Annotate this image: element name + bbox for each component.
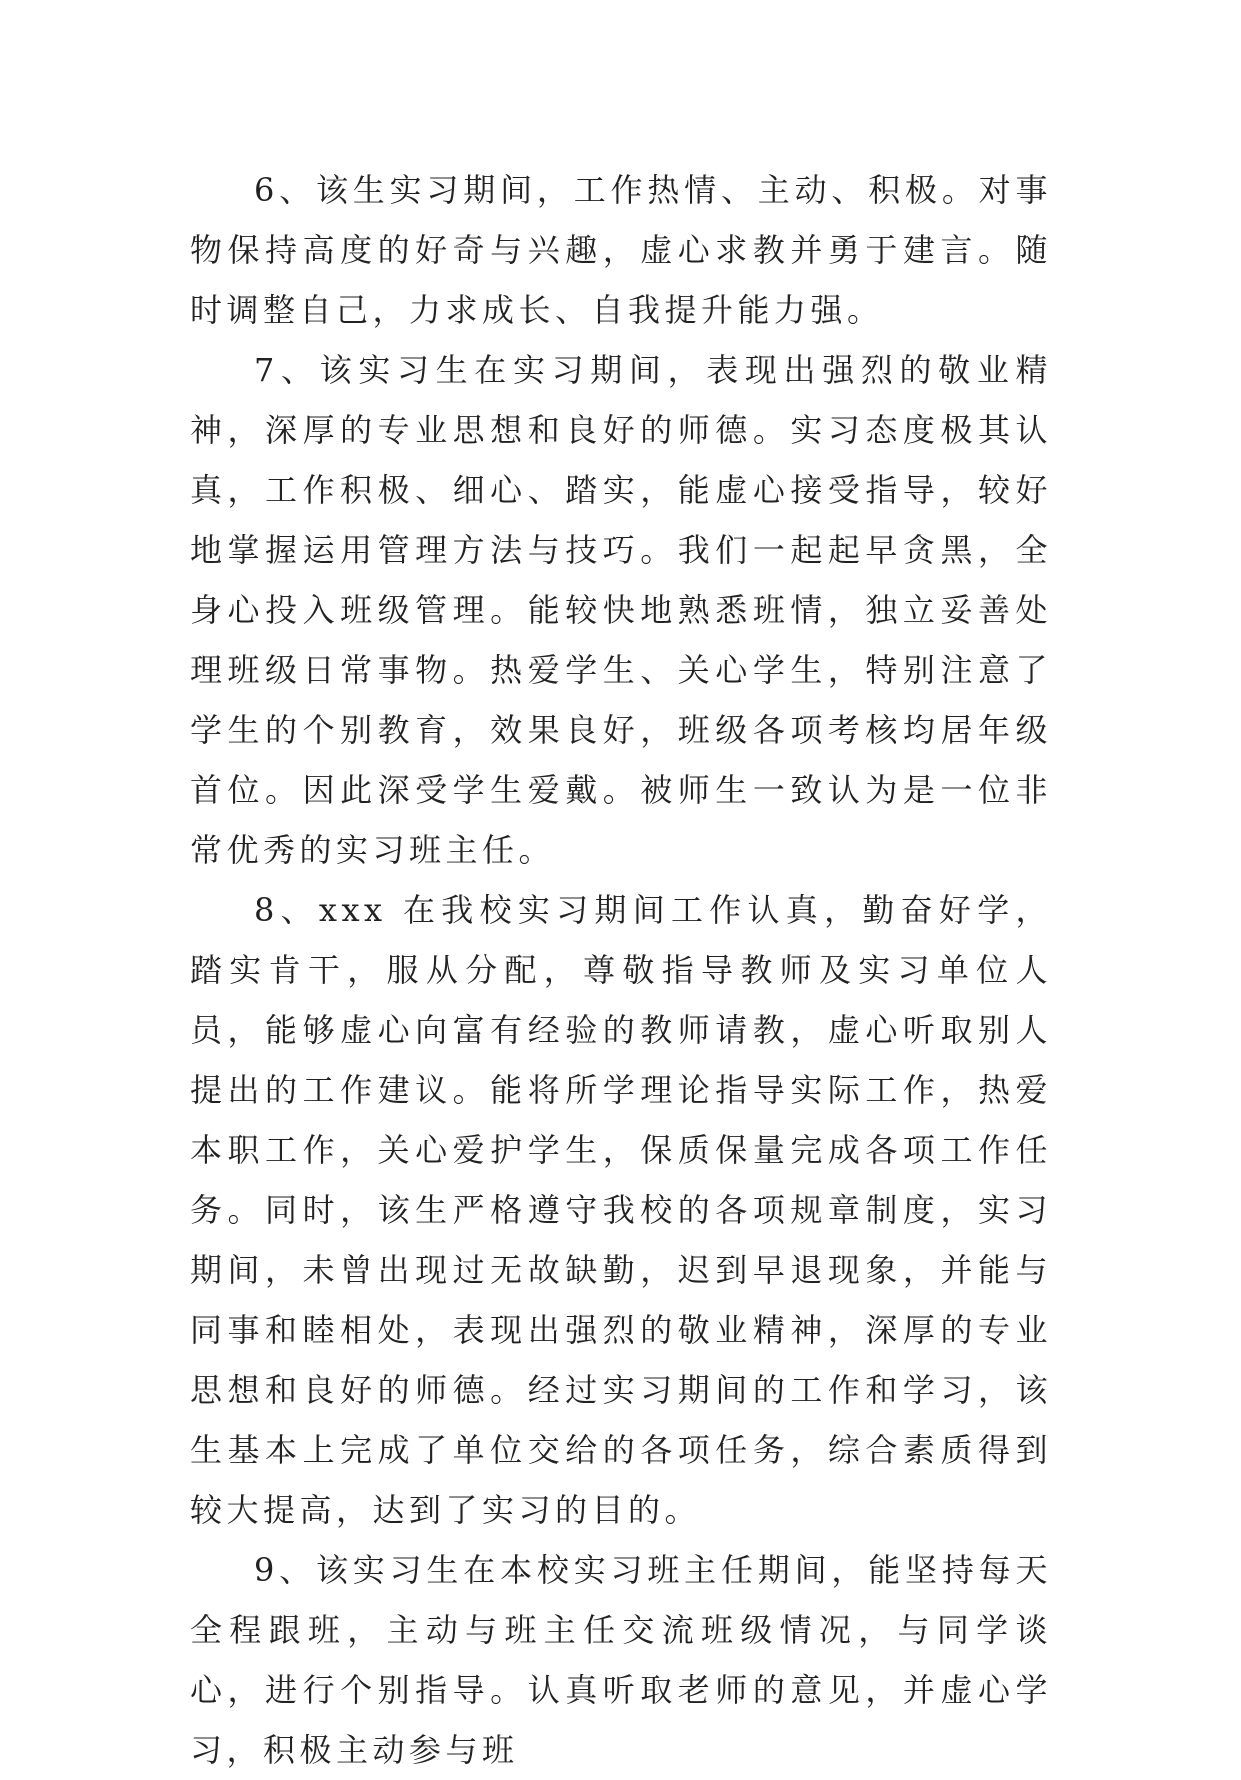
paragraph-6: 6、该生实习期间，工作热情、主动、积极。对事物保持高度的好奇与兴趣，虚心求教并勇于建言。随时调整自己，力求成长、自我提升能力强。 (190, 171, 1052, 329)
paragraph-9: 9、该实习生在本校实习班主任期间，能坚持每天全程跟班，主动与班主任交流班级情况，与同学谈心，进行个别指导。认真听取老师的意见，并虚心学习，积极主动参与班 (190, 1551, 1052, 1769)
document-body (190, 160, 1052, 1780)
paragraph-8: 8、xxx 在我校实习期间工作认真，勤奋好学，踏实肯干，服从分配，尊敬指导教师及实习单位人员，能够虚心向富有经验的教师请教，虚心听取别人提出的工作建议。能将所学理论指导实际工作，热爱本职工作，关心爱护学生，保质保量完成各项工作任务。同时，该生严格遵守我校的各项规章制度，实习期间，未曾出现过无故缺勤，迟到早退现象，并能与同事和睦相处，表现出强烈的敬业精神，深厚的专业思想和良好的师德。经过实习期间的工作和学习，该生基本上完成了单位交给的各项任务，综合素质得到较大提高，达到了实习的目的。 (190, 891, 1052, 1529)
paragraph-7: 7、该实习生在实习期间，表现出强烈的敬业精神，深厚的专业思想和良好的师德。实习态度极其认真，工作积极、细心、踏实，能虚心接受指导，较好地掌握运用管理方法与技巧。我们一起起早贪黑，全身心投入班级管理。能较快地熟悉班情，独立妥善处理班级日常事物。热爱学生、关心学生，特别注意了学生的个别教育，效果良好，班级各项考核均居年级首位。因此深受学生爱戴。被师生一致认为是一位非常优秀的实习班主任。 (190, 351, 1052, 869)
